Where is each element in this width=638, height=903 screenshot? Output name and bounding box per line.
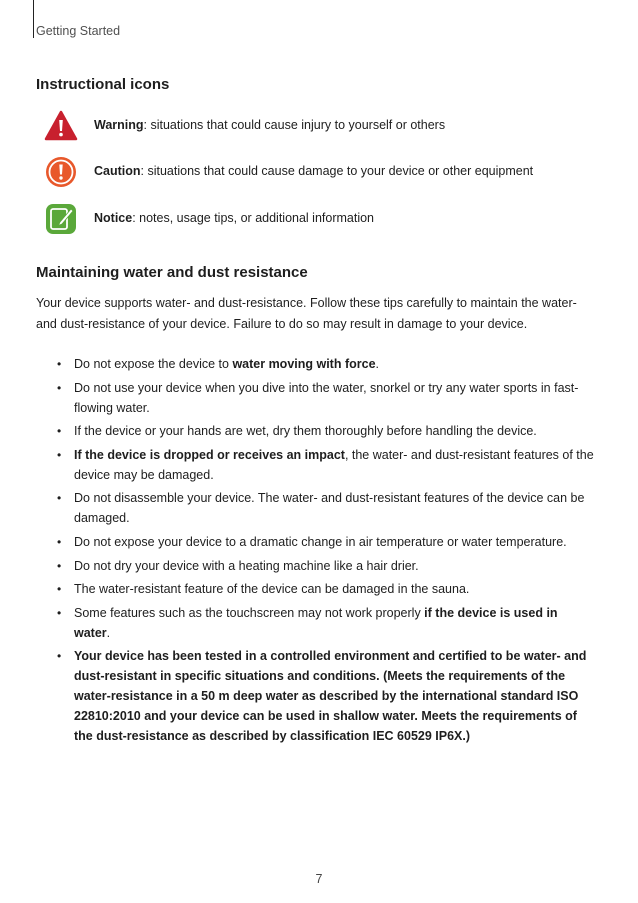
warning-description [94, 118, 445, 132]
bullet-icon: • [57, 424, 62, 439]
tip-text: Do not expose the device to [74, 357, 233, 371]
water-dust-heading: Maintaining water and dust resistance [36, 264, 308, 281]
tip-text: . [106, 625, 111, 640]
water-dust-intro: Your device supports water- and dust-resistance. Follow these tips carefully to maintain the water- and dust-resistance of your device. Failure to do so may result in damage to your device. [36, 296, 577, 331]
bullet-icon: • [57, 357, 62, 371]
tip-item [36, 646, 596, 746]
tip-bold-text: water moving with force [232, 357, 376, 371]
tip-text: , the water- and dust-resistant features of the device may be damaged. [74, 447, 594, 482]
notice-row [44, 203, 604, 235]
tip-item [36, 421, 596, 441]
tip-bold-text: if the device is used in water [74, 605, 558, 640]
warning-label: Warning [94, 118, 144, 132]
tip-text: . [375, 357, 380, 371]
tip-text: Some features such as the touchscreen may not work properly [74, 605, 425, 620]
notice-pencil-icon [44, 203, 78, 235]
instructional-icons-heading: Instructional icons [36, 76, 170, 93]
tip-item [36, 603, 596, 643]
tip-bold-text: Your device has been tested in a controlled environment and certified to be water- and dust-resistant in specific situations and conditions. (Meets the requirements of the water-resistance in a 50 m deep water as described by the international standard ISO 22810:2010 and your device can be used in shallow water. Meets the requirements of the dust-resistance as described by classification IEC 60529 IP6X.) [74, 649, 587, 744]
tip-item [36, 354, 596, 374]
tip-item [36, 378, 596, 418]
tip-text: Do not dry your device with a heating machine like a hair drier. [74, 558, 419, 573]
notice-text: : notes, usage tips, or additional information [132, 211, 375, 225]
tip-text: Do not disassemble your device. The water- and dust-resistant features of the device can be damaged. [74, 491, 585, 526]
tip-text: Do not use your device when you dive into the water, snorkel or try any water sports in fast-flowing water. [74, 380, 579, 415]
caution-label: Caution [94, 164, 141, 178]
caution-row [44, 156, 604, 188]
bullet-icon: • [57, 380, 62, 395]
warning-row [44, 110, 604, 142]
page-number: 7 [315, 872, 323, 886]
bullet-icon: • [57, 491, 62, 506]
tip-item [36, 488, 596, 528]
running-header: Getting Started [36, 24, 121, 38]
tip-text: Do not expose your device to a dramatic change in air temperature or water temperature. [74, 534, 567, 549]
bullet-icon: • [57, 447, 62, 462]
tip-item [36, 579, 596, 599]
bullet-icon: • [57, 605, 62, 620]
notice-description [94, 211, 374, 225]
bullet-icon: • [57, 649, 62, 664]
caution-description [94, 164, 533, 178]
bullet-icon: • [57, 582, 62, 597]
caution-text: : situations that could cause damage to your device or other equipment [140, 164, 534, 178]
margin-rule [33, 0, 34, 38]
tip-item [36, 532, 596, 552]
tip-bold-text: If the device is dropped or receives an impact [74, 447, 345, 462]
warning-text: : situations that could cause injury to yourself or others [143, 118, 446, 132]
bullet-icon: • [57, 534, 62, 549]
bullet-icon: • [57, 558, 62, 573]
tip-item [36, 445, 596, 485]
tip-text: If the device or your hands are wet, dry them thoroughly before handling the device. [74, 424, 537, 439]
tip-text: The water-resistant feature of the device can be damaged in the sauna. [74, 582, 470, 597]
tip-item [36, 556, 596, 576]
warning-triangle-icon [44, 110, 78, 142]
caution-circle-icon [44, 156, 78, 188]
tips-list [36, 354, 596, 750]
notice-label: Notice [94, 211, 133, 225]
